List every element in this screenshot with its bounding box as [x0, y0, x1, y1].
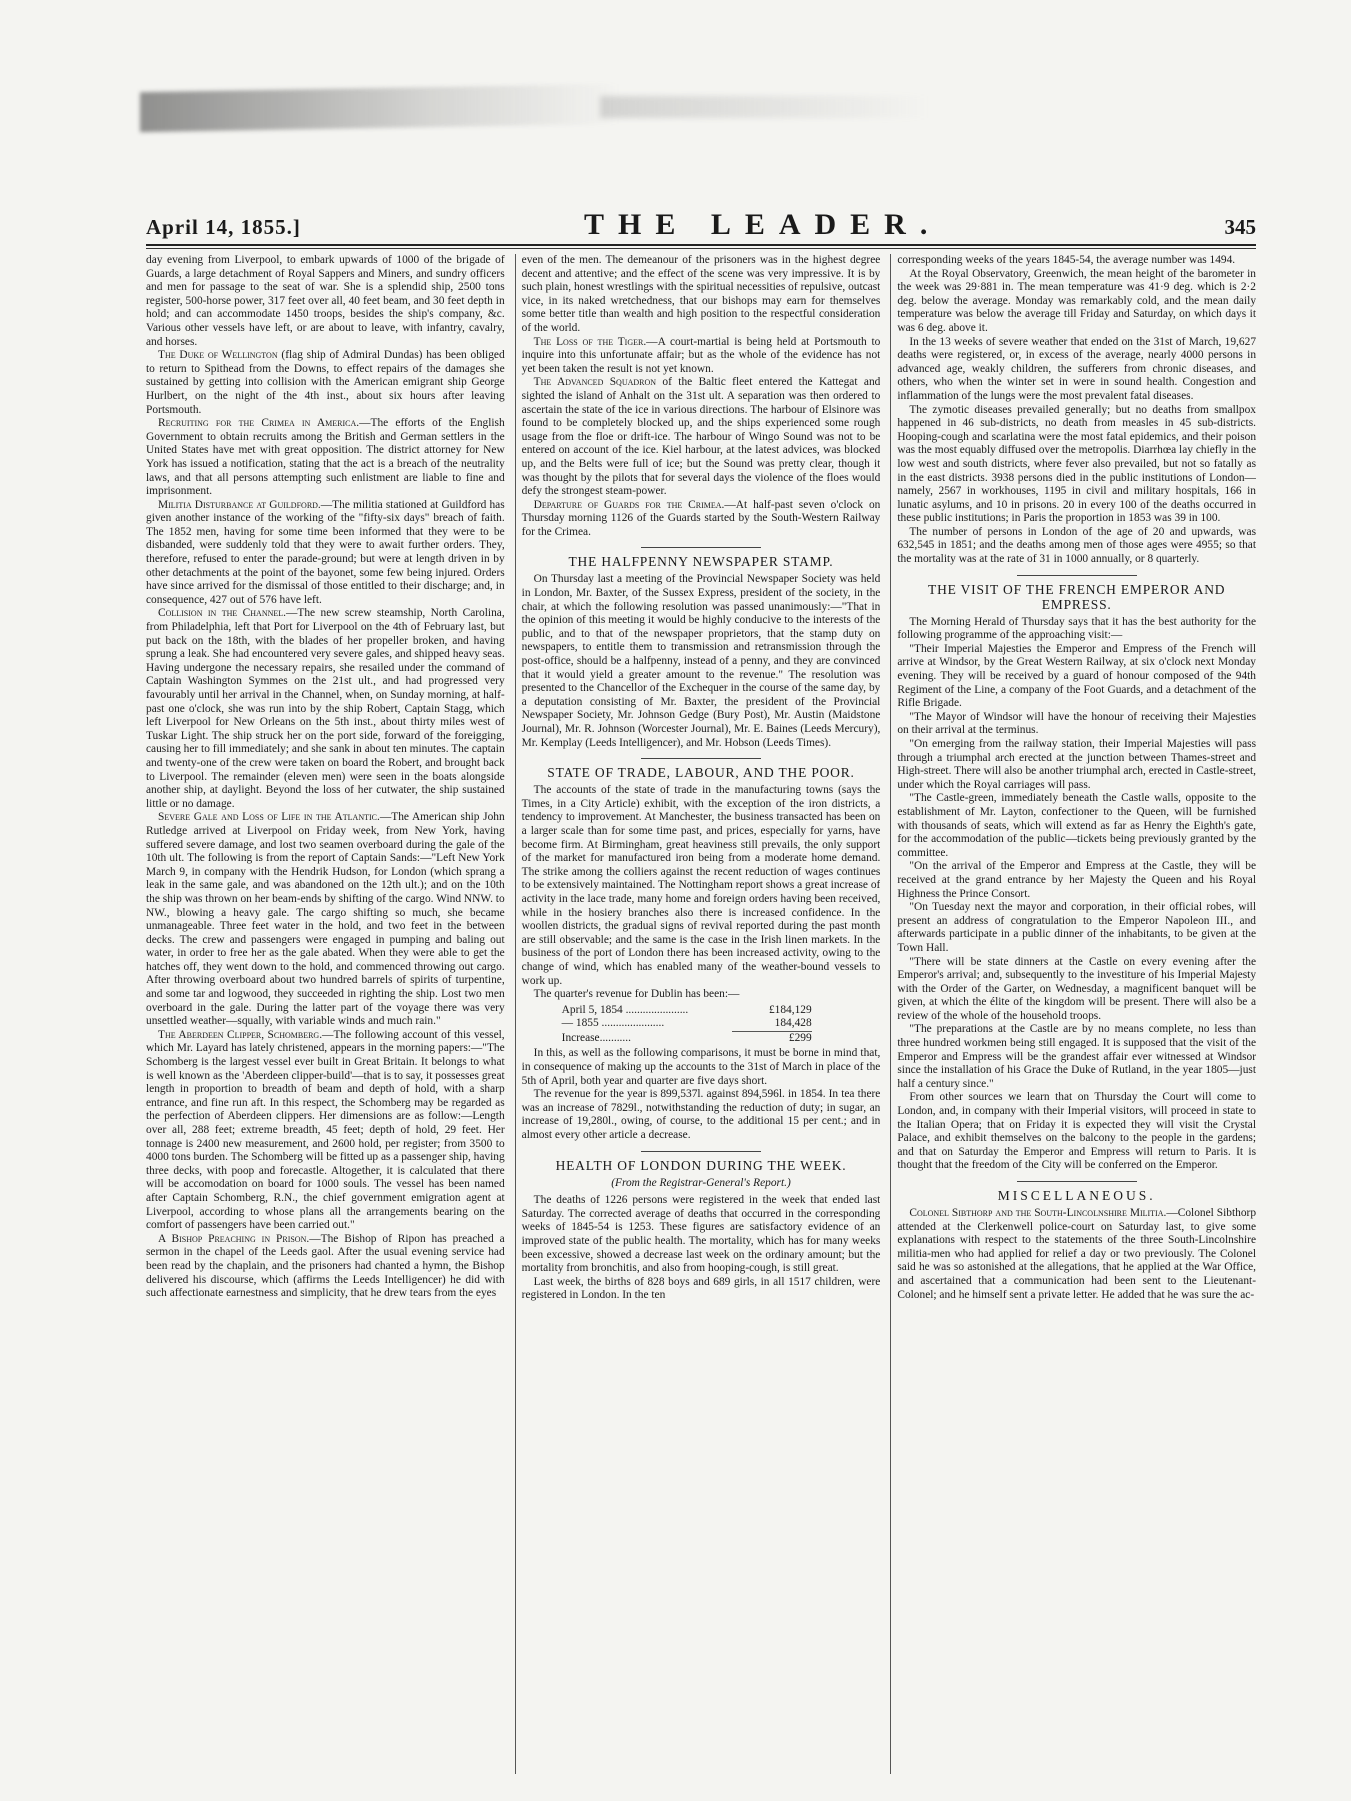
paragraph-heading: The Aberdeen Clipper, Schomberg.: [158, 1028, 323, 1041]
scan-artifact: [600, 96, 930, 118]
section-title: STATE OF TRADE, LABOUR, AND THE POOR.: [547, 765, 855, 781]
paragraph-heading: The Loss of the Tiger.: [533, 335, 647, 348]
paragraph: [522, 336, 881, 377]
ledger-value: £299: [788, 1031, 812, 1044]
paragraph: "The preparations at the Castle are by no means complete, no less than three hundred workmen being still engaged. It is supposed that the visit of the Emperor and Empress will be the grandest affair ever witnessed at Windsor since the installation of his Grace the Duke of Rutland, in the year 1805—just half a century since.": [897, 1023, 1257, 1090]
paragraph: corresponding weeks of the years 1845-54, the average number was 1494.: [897, 254, 1236, 266]
section-divider: [1017, 575, 1137, 576]
paragraph: [146, 811, 505, 1029]
paragraph: [146, 1233, 505, 1301]
paragraph-text: —A court-martial is being held at Portsmouth to inquire into this unfortunate affair; but as the whole of the evidence has not yet been taken the result is not yet known.: [521, 335, 881, 375]
column-3: [890, 254, 1256, 1774]
paragraph-text: —The following account of this vessel, which Mr. Layard has lately christened, appears in the morning papers:—"The Schomberg is the largest vessel ever built in Great Britain. It belongs to what is well known as the 'Aberdeen clipper-build'—that is to say, it possesses great length in proportion to breadth of beam and depth of hold, with a sharp entrance, and fine run aft. In this respect, the Schomberg may be regarded as the perfection of Aberdeen clippers. Her dimensions are as follow:—Length over all, 288 feet; extreme breadth, 45 feet; depth of hold, 29 feet. Her tonnage is 2400 new measurement, and 2600 hold, per register; from 3500 to 4000 tons burden. The Schomberg will be fitted up as a passenger ship, having three decks, with poop and forecastle. Altogether, it is calculated that there will be accomodation on board for 1000 souls. The vessel has been named after Captain Schomberg, R.N., the chief government emigration agent at Liverpool, according to whose plans all the arrangements bearing on the comfort of passengers have been carried out.": [146, 1028, 505, 1232]
paragraph-text: —The efforts of the English Government to obtain recruits among the British and German settlers in the United States have met with great opposition. The district attorney for New York has issued a notification, stating that the act is a breach of the neutrality laws, and that all persons attempting such enlistment are liable to fine and imprisonment.: [146, 417, 505, 498]
section-divider: [641, 758, 761, 759]
paragraph-heading: Recruiting for the Crimea in America.: [158, 417, 360, 430]
paragraph: The revenue for the year is 899,537l. against 894,596l. in 1854. In tea there was an increase of 7829l., notwithstanding the reduction of duty; in sugar, an increase of 19,280l., owing, of course, to the additional 15 per cent.; and in almost every other article a decrease.: [521, 1088, 881, 1142]
section-divider: [641, 1151, 761, 1152]
paragraph-heading: The Advanced Squadron: [533, 376, 657, 389]
paragraph: "On emerging from the railway station, their Imperial Majesties will pass through a triumphal arch erected at the junction between Thames-street and High-street. There will also be another triumphal arch, erected in Castle-street, under which the Royal carriages will pass.: [897, 738, 1257, 791]
paragraph: [146, 417, 505, 499]
paragraph: Last week, the births of 828 boys and 689 girls, in all 1517 children, were registered in London. In the ten: [521, 1275, 881, 1302]
page-number: 345: [1224, 215, 1256, 239]
paragraph: [522, 376, 881, 498]
paragraph-text: —At half-past seven o'clock on Thursday morning 1126 of the Guards started by the South-Western Railway for the Crimea.: [521, 498, 881, 538]
scan-artifact: [140, 84, 620, 132]
header-rule: [146, 248, 1256, 249]
paragraph: In the 13 weeks of severe weather that ended on the 31st of March, 19,627 deaths were registered, or, in excess of the average, nearly 4000 persons in advanced age, weakly children, the sufferers from chronic diseases, and others, who when the winter set in were in sound health. Congestion and inflammation of the lungs were the most prevalent fatal diseases.: [897, 335, 1257, 402]
ledger-value: 184,428: [774, 1017, 812, 1030]
section-title: THE VISIT OF THE FRENCH EMPEROR AND EMPRESS.: [928, 581, 1226, 612]
section-title: THE HALFPENNY NEWSPAPER STAMP.: [568, 554, 834, 570]
article-columns: [146, 254, 1256, 1774]
paragraph: "On the arrival of the Emperor and Empress at the Castle, they will be received at the grand entrance by her Majesty the Queen and his Royal Highness the Prince Consort.: [897, 860, 1257, 900]
paragraph: [146, 607, 505, 811]
paragraph-heading: Departure of Guards for the Crimea.: [533, 498, 725, 511]
paragraph: The number of persons in London of the age of 20 and upwards, was 632,545 in 1851; and the deaths among men of those ages were 4955; so that the mortality was at the rate of 31 in 1000 annually, or 8 quarterly.: [897, 525, 1257, 566]
paragraph: On Thursday last a meeting of the Provincial Newspaper Society was held in London, Mr. Baxter, of the Sussex Express, president of the society, in the chair, at which the following resolution was passed unanimously:—"That in the opinion of this meeting it would be highly conducive to the interests of the public, and to that of the newspaper proprietors, that the stamp duty on newspapers, to entitle them to transmission and retransmission through the post-office, should be a halfpenny, instead of a penny, and they are convinced that it would yield a greater amount to the revenue." The resolution was presented to the Chancellor of the Exchequer in the course of the same day, by a deputation consisting of Mr. Baxter, the president of the Provincial Newspaper Society, Mr. Johnson Gedge (Bury Post), Mr. Austin (Maidstone Journal), Mr. R. Johnson (Worcester Journal), Mr. E. Baines (Leeds Mercury), Mr. Kemplay (Leeds Intelligencer), and Mr. Hobson (Leeds Times).: [521, 573, 881, 749]
revenue-ledger: [562, 1004, 881, 1046]
paragraph: At the Royal Observatory, Greenwich, the mean height of the barometer in the week was 29·881 in. The mean temperature was 41·9 deg. which is 2·2 deg. below the average. Monday was remarkably cold, and the mean daily temperature was below the average till Friday and Saturday, on which days it was 6 deg. above it.: [897, 267, 1257, 334]
section-divider: [641, 547, 761, 548]
paragraph-heading: Severe Gale and Loss of Life in the Atlantic.: [158, 811, 380, 824]
section-subtitle: (From the Registrar-General's Report.): [611, 1176, 791, 1189]
paragraph: "There will be state dinners at the Castle on every evening after the Emperor's arrival; and, subsequently to the investiture of his Imperial Majesty with the Order of the Garter, on Wednesday, a magnificent banquet will be given, at which the élite of the kingdom will be present. There will also be a review of the whole of the household troops.: [897, 955, 1257, 1022]
masthead: [146, 204, 1256, 246]
paragraph: The deaths of 1226 persons were registered in the week that ended last Saturday. The corrected average of deaths that occurred in the corresponding weeks of 1845-54 is 1253. These figures are satisfactory evidence of an improved state of the public health. The mortality, which has for many weeks been excessive, showed a decrease last week on the ordinary amount; but the mortality from bronchitis, and also from hooping-cough, is still great.: [521, 1194, 881, 1275]
paragraph-text: of the Baltic fleet entered the Kattegat and sighted the island of Anhalt on the 31st ult. A separation was then ordered to ascertain the state of the ice in various directions. The harbour of Elsinore was found to be completely blocked up, and the ships experienced some rough usage from the floe or drift-ice. The harbour of Wingo Sound was not to be entered on account of the ice. Kiel harbour, at the latest advices, was blocked up, and the Belts were full of ice; but the Sound was pretty clear, though it was thought by the pilots that for several days the violence of the floes would defy the strongest steam-power.: [521, 376, 881, 498]
ledger-row: [562, 1017, 812, 1031]
newspaper-title: THE LEADER.: [583, 208, 942, 241]
paragraph: "Their Imperial Majesties the Emperor and Empress of the French will arrive at Windsor, by the Great Western Railway, at six o'clock next Monday evening. They will be received by a guard of honour composed of the 94th Regiment of the Line, a company of the Foot Guards, and a detachment of the Rifle Brigade.: [897, 642, 1257, 710]
paragraph-text: (flag ship of Admiral Dundas) has been obliged to return to Spithead from the Downs, to effect repairs of the damages she sustained by getting into collision with the American emigrant ship George Hurlbert, on the night of the 4th inst., about six hours after leaving Portsmouth.: [146, 349, 505, 416]
paragraph: From other sources we learn that on Thursday the Court will come to London, and, in company with their Imperial visitors, will proceed in state to the Italian Opera; that on Friday it is expected they will visit the Crystal Palace, and exhibit themselves on the balcony to the people in the gardens; and that on Saturday the Emperor and Empress will return to Paris. It is thought that the freedom of the City will be conferred on the Emperor.: [897, 1091, 1257, 1172]
paragraph: [146, 1029, 505, 1233]
paragraph-text: —The Bishop of Ripon has preached a sermon in the chapel of the Leeds gaol. After the usual evening service had been read by the chaplain, and the prisoners had chanted a hymn, the Bishop delivered his discourse, which (affirms the Leeds Intelligencer) he did with such affectionate earnestness and simplicity, that he drew tears from the eyes: [146, 1232, 505, 1300]
paragraph: [522, 499, 881, 540]
paragraph: "The Castle-green, immediately beneath the Castle walls, opposite to the establishment of Mr. Layton, confectioner to the Queen, will be furnished with thousands of seats, which will extend as far as Henry the Eighth's gate, for the accommodation of the public—tickets being previously granted by the committee.: [897, 792, 1257, 859]
paragraph-text: —Colonel Sibthorp attended at the Clerkenwell police-court on Saturday last, to give some explanations with respect to the statements of the three South-Lincolnshire militia-men who had applied for relief a day or two previously. The Colonel said he was so astonished at the allegations, that he applied at the War Office, and ascertained that a communication had been sent to the Lieutenant-Colonel; and he himself sent a private letter. He added that he was sure the ac-: [897, 1207, 1257, 1301]
ledger-row: [562, 1004, 812, 1018]
ledger-label: April 5, 1854 ......................: [561, 1003, 689, 1016]
paragraph-text: —The new screw steamship, North Carolina, from Philadelphia, left that Port for Liverpool on the 4th of February last, but put back on the 18th, with the blades of her propeller broken, and having sprung a leak. She had encountered very severe gales, and shipped heavy seas. Having undergone the necessary repairs, she resailed under the command of Captain Washington Symmes on the 21st ult., and had progressed very favourably until her arrival in the Channel, when, on Sunday morning, at half-past one o'clock, she was run into by the ship Robert, Captain Stagg, which left Liverpool for New Orleans on the 5th inst., about thirty miles west of Tuskar Light. The ship struck her on the port side, forward of the foreigging, causing her to fill immediately; and she sank in about ten minutes. The captain and twenty-one of the crew were taken on board the Robert, and brought back to Liverpool. The remainder (eleven men) were seen in the boats alongside another ship, at daylight. Beyond the loss of her cutwater, the ship sustained little or no damage.: [146, 607, 505, 810]
section-divider: [1017, 1181, 1137, 1182]
paragraph: "On Tuesday next the mayor and corporation, in their official robes, will present an address of congratulation to the Emperor Napoleon III., and afterwards participate in a public dinner of the inhabitants, to be given at the Town Hall.: [897, 901, 1257, 954]
paragraph-heading: The Duke of Wellington: [158, 349, 278, 362]
paragraph: [146, 349, 505, 417]
paragraph: even of the men. The demeanour of the prisoners was in the highest degree decent and attentive; and the effect of the scene was very impressive. It is by such plain, honest wrestlings with the spiritual necessities of repulsive, outcast vice, in its naked wretchedness, that our bishops may earn for themselves some better title than wealth and high position to the respectful consideration of the world.: [521, 254, 881, 334]
ledger-value: £184,129: [768, 1003, 812, 1016]
ledger-label: Increase...........: [561, 1031, 631, 1044]
paragraph: The quarter's revenue for Dublin has been:—: [533, 988, 740, 1001]
paragraph: The Morning Herald of Thursday says that it has the best authority for the following programme of the approaching visit:—: [897, 615, 1257, 642]
ledger-row: [562, 1032, 812, 1046]
paragraph: day evening from Liverpool, to embark upwards of 1000 of the brigade of Guards, a large detachment of Royal Sappers and Miners, and sundry officers and men for passage to the seat of war. She is a splendid ship, 2500 tons register, 500-horse power, 317 feet over all, 40 feet beam, and 30 feet depth in hold; and can accommodate 1450 troops, besides the ship's company, &c. Various other vessels have left, or are about to leave, with infantry, cavalry, and horses.: [146, 254, 505, 348]
ledger-label: — 1855 ......................: [561, 1017, 665, 1030]
issue-date: April 14, 1855.]: [146, 215, 301, 239]
paragraph: In this, as well as the following comparisons, it must be borne in mind that, in consequence of making up the accounts to the 31st of March in place of the 5th of April, both year and quarter are five days short.: [521, 1047, 881, 1087]
paragraph: [146, 499, 505, 608]
column-2: [515, 254, 881, 1774]
paragraph-heading: Militia Disturbance at Guildford.: [158, 498, 321, 511]
column-1: [146, 254, 505, 1774]
paragraph: [897, 1207, 1256, 1302]
paragraph-text: —The American ship John Rutledge arrived at Liverpool on Friday week, from New York, having suffered severe damage, and lost two seamen overboard during the gale of the 10th ult. The following is from the report of Captain Sands:—"Left New York March 9, in company with the Hendrik Hudson, for London (which sprang a leak in the same gale, and was abandoned on the 12th ult.); and on the 10th the ship was thrown on her beam-ends by shifting of the cargo. Wind NNW. to NW., blowing a heavy gale. The cargo shifting so much, she became unmanageable. Three feet water in the hold, and two feet in the between decks. The crew and passengers were engaged in pumping and baling out water, in order to free her as the gale abated. When they were able to get the hatches off, they went down to the hold, and commenced throwing out cargo. After throwing overboard about two hundred barrels of spirits of turpentine, and some tar and logwood, they succeeded in righting the ship. Lost two men overboard in the gale. During the latter part of the voyage there was very unsettled weather—squally, with variable winds and much rain.": [146, 811, 505, 1028]
section-title: HEALTH OF LONDON DURING THE WEEK.: [555, 1157, 847, 1173]
paragraph: The accounts of the state of trade in the manufacturing towns (says the Times, in a City Article) exhibit, with the exception of the iron districts, a tendency to improvement. At Manchester, the business transacted has been on a larger scale than for some time past, and prices, especially for yarns, have become firm. At Birmingham, great heaviness still prevails, the only support of the market for manufactured iron being from a moderate home demand. The strike among the colliers against the recent reduction of wages continues to be extensively maintained. The Nottingham report shows a great increase of activity in the lace trade, many home and foreign orders having been received, while in the hosiery branches also there is increased confidence. In the woollen districts, the gradual signs of revival reported during the past month are still observable; and the same is the case in the Irish linen markets. In the business of the port of London there has been increased activity, owing to the change of wind, which has enabled many of the weather-bound vessels to work up.: [521, 784, 881, 987]
paragraph-text: —The militia stationed at Guildford has given another instance of the working of the "fifty-six days" breach of faith. The 1852 men, having for some time been informed that they were to be disbanded, were suddenly told that they were to await further orders. They, therefore, refused to enter the parade-ground; but were at length driven in by other detachments at the point of the bayonet, some few being injured. Orders have since arrived for the dismissal of those entitled to their discharge; and, in consequence, 427 out of 576 have left.: [146, 498, 505, 606]
paragraph-heading: Colonel Sibthorp and the South-Lincolnshire Militia.: [909, 1207, 1167, 1219]
paragraph-heading: A Bishop Preaching in Prison.: [158, 1232, 310, 1245]
paragraph: The zymotic diseases prevailed generally; but no deaths from smallpox happened in 46 sub-districts, no death from measles in 45 sub-districts. Hooping-cough and scarlatina were the most fatal epidemics, and their poison was the most equably diffused over the metropolis. Diarrhœa lay chiefly in the low west and south districts, where fever also prevailed, but not so fatally as in the east districts. 3938 persons died in the public institutions of London—namely, 2567 in workhouses, 1195 in civil and military hospitals, 166 in lunatic asylums, and 10 in prisons. 20 in every 100 of the deaths occurred in these public institutions; in Paris the proportion in 1853 was 39 in 100.: [897, 403, 1257, 525]
paragraph: "The Mayor of Windsor will have the honour of receiving their Majesties on their arrival at the terminus.: [897, 710, 1257, 737]
section-title: MISCELLANEOUS.: [997, 1188, 1156, 1203]
paragraph-heading: Collision in the Channel.: [158, 607, 286, 620]
